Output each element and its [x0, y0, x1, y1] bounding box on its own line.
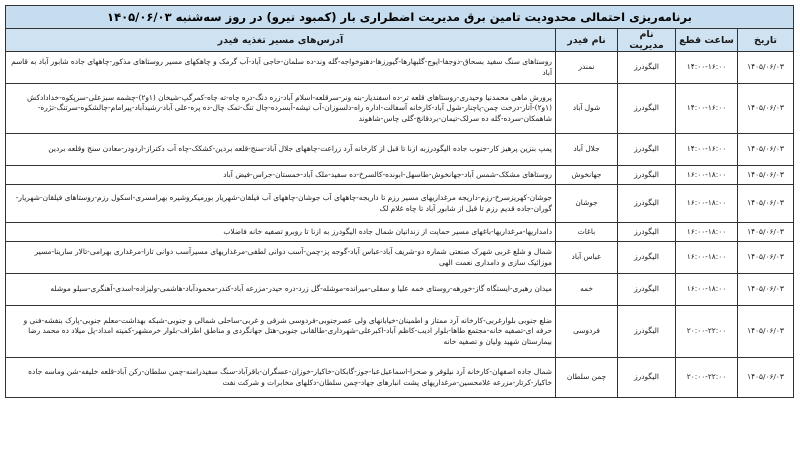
cell-time: ۱۴:۰۰-۱۶:۰۰ [676, 52, 738, 84]
table-row [6, 134, 794, 166]
cell-address: روستاهای سنگ سفید بسحاق-دوجفا-ایوج-گلبهارها-گیورزها-دهنوخواجه-گله وند-ده سلمان-حاجی آباد-آب گرمک و چاهکهای مسیر روستاهای مذکور-چاههای جاده شابور آباد به قاسم آباد [6, 52, 556, 84]
cell-region: الیگودرز [618, 185, 676, 223]
table-row [6, 84, 794, 134]
table-row [6, 185, 794, 223]
cell-region: الیگودرز [618, 306, 676, 358]
cell-date: ۱۴۰۵/۰۶/۰۳ [738, 274, 794, 306]
cell-address: ضلع جنوبی بلوارغربی-کارخانه آرد ممتاز و اطمینان-خیابانهای ولی عصرجنوبی-فردوسی شرقی و غربی-ساحلی شمالی و جنوبی-شبکه بهداشت-معلم جنوبی-پارک بنفشه-فنی و حرفه ای-تصفیه خانه-مجتمع طاها-بلوار ادیب-کاظم آباد-اکبرعلی-شهرداری-طالقانی جنوبی-هتل جهانگردی و مناطق اطراف-بلوار خرمشهر-کمیته امداد-پل میلاد ده محمد رضا بیمارستان شهید ولیان و تصفیه خانه [6, 306, 556, 358]
cell-date: ۱۴۰۵/۰۶/۰۳ [738, 306, 794, 358]
cell-feeder: جهانخوش [556, 166, 618, 185]
cell-date: ۱۴۰۵/۰۶/۰۳ [738, 242, 794, 274]
cell-region: الیگودرز [618, 274, 676, 306]
cell-address: شمال و شلع غربی شهرک صنعتی شماره دو-شریف آباد-عباس آباد-گوجه پز-چمن-آسب دوانی لطفی-مرغداریهای مسیرآسب دوانی تارا-مرغداری بهرامی-تالار سارینا-مسیر موزائیک سازی و دامداری نعمت الهی [6, 242, 556, 274]
cell-time: ۱۶:۰۰-۱۸:۰۰ [676, 223, 738, 242]
cell-region: الیگودرز [618, 52, 676, 84]
table-title: برنامه‌ریزی احتمالی محدودیت تامین برق مدیریت اضطراری بار (کمبود نیرو) در روز سه‌شنبه ۱۴۰۵/۰۶/۰۳ [5, 5, 794, 28]
cell-feeder: چمن سلطان [556, 358, 618, 398]
cell-time: ۱۶:۰۰-۱۸:۰۰ [676, 166, 738, 185]
cell-region: الیگودرز [618, 166, 676, 185]
header-time: ساعت قطع [676, 29, 738, 52]
table-row [6, 166, 794, 185]
cell-time: ۱۶:۰۰-۱۸:۰۰ [676, 242, 738, 274]
cell-address: پرورش ماهی محمدنیا وحیدری-روستاهای قلعه تر-ده اسفندیار-بنه ونر-سرقلعه-اسلام آباد-زره دنگ-دره چاه-ته چاه-کمرگپ-شیخان (۱و۲)-چشمه سبزعلی-سرپکوه-خداداد‌کش (۱و۲)-آتار-درخت چمن-پاچنار-شول آباد-کارخانه آسفالت-اداره راه-دلسوزان-آب تیشه-آبسرده-چال تنگ-تمک چال-ده پره-علی آباد-رشیدآباد-پیرامام-چالشکوه-سرتنگ-تژره-شاهمکان-سرده-گله ده سرلک-تیمان-بردقانچ-گلی چاس-شاهوند [6, 84, 556, 134]
cell-feeder: باغات [556, 223, 618, 242]
cell-feeder: خمه [556, 274, 618, 306]
cell-time: ۲۰:۰۰-۲۲:۰۰ [676, 358, 738, 398]
cell-region: الیگودرز [618, 134, 676, 166]
cell-address: پمپ بنزین پرهیز کار-جنوب جاده الیگودرزبه ازنا تا قبل از کارخانه آرد زراعت-چاههای جلال آباد-سنج-قلعه بردین-کشکک-چاه آب دکتراز-اردودر-معادن سنج وقلعه بردین [6, 134, 556, 166]
cell-date: ۱۴۰۵/۰۶/۰۳ [738, 185, 794, 223]
cell-time: ۱۴:۰۰-۱۶:۰۰ [676, 84, 738, 134]
schedule-table [5, 5, 794, 398]
cell-time: ۱۴:۰۰-۱۶:۰۰ [676, 134, 738, 166]
header-feeder: نام فیدر [556, 29, 618, 52]
cell-address: دامداریها-مرغداریها-باغهای مسیر حمایت از زندانیان شمال جاده الیگودرز به ازنا تا روبرو تصفیه خانه فاضلاب [6, 223, 556, 242]
cell-time: ۱۶:۰۰-۱۸:۰۰ [676, 274, 738, 306]
cell-feeder: عباس آباد [556, 242, 618, 274]
cell-date: ۱۴۰۵/۰۶/۰۳ [738, 166, 794, 185]
outage-schedule [6, 5, 794, 467]
cell-address: روستاهای مشکک-شمس آباد-جهانخوش-طاسهل-ابونده-کالسرخ-ده سفید-ملک آباد-خمستان-جراس-فیض آباد [6, 166, 556, 185]
cell-date: ۱۴۰۵/۰۶/۰۳ [738, 52, 794, 84]
table-row [6, 242, 794, 274]
table-row [6, 274, 794, 306]
cell-address: میدان رهبری-ایستگاه گاز-خورهه-روستای خمه علیا و سفلی-میرانده-موشله-گل زرد-دره حیدر-مزرعه آباد-کندر-محمودآباد-هاشمی-ولیزاده-اسدی-آهنگری-سیلو موشله [6, 274, 556, 306]
table-row [6, 306, 794, 358]
cell-date: ۱۴۰۵/۰۶/۰۳ [738, 134, 794, 166]
cell-time: ۲۰:۰۰-۲۲:۰۰ [676, 306, 738, 358]
cell-date: ۱۴۰۵/۰۶/۰۳ [738, 84, 794, 134]
header-row [6, 29, 794, 52]
cell-date: ۱۴۰۵/۰۶/۰۳ [738, 223, 794, 242]
header-region: نام مدیریت [618, 29, 676, 52]
cell-feeder: جوشان [556, 185, 618, 223]
cell-date: ۱۴۰۵/۰۶/۰۳ [738, 358, 794, 398]
cell-address: جوشان-کهریزسرخ-رزم-داریجه مرغداریهای مسیر رزم تا داریجه-چاههای آب جوشان-چاههای آب فیلقان-شهریار بورمیکروشیره بهرامسری-اسکول رزم-روستاهای فیلقان-شهریار-گوران-جاده قدیم رزم تا قبل از شابور آباد تا چاه غلام لک [6, 185, 556, 223]
cell-feeder: فردوسی [556, 306, 618, 358]
cell-address: شمال جاده اصفهان-کارخانه آرد نیلوفر و صحرا-اسماعیل‌عبا-جوز-گابکان-خاکیار-خوزان-عسگران-باقرآباد-سنگ سفیدرامنه-چمن سلطان-رکن آباد-قلعه خلیفه-شن وماسه جاده خاکیار-کرتار-مزرعه غلامحسین-مرغداریهای پشت انبارهای جهاد-چمن سلطان-دکلهای مخابرات و شرکت نفت [6, 358, 556, 398]
cell-region: الیگودرز [618, 223, 676, 242]
table-row [6, 223, 794, 242]
table-row [6, 358, 794, 398]
cell-region: الیگودرز [618, 84, 676, 134]
cell-region: الیگودرز [618, 242, 676, 274]
header-date: تاریخ [738, 29, 794, 52]
cell-feeder: جلال آباد [556, 134, 618, 166]
cell-time: ۱۶:۰۰-۱۸:۰۰ [676, 185, 738, 223]
cell-feeder: نمندر [556, 52, 618, 84]
header-address: آدرس‌های مسیر تغذیه فیدر [6, 29, 556, 52]
table-row [6, 52, 794, 84]
cell-feeder: شول آباد [556, 84, 618, 134]
cell-region: الیگودرز [618, 358, 676, 398]
